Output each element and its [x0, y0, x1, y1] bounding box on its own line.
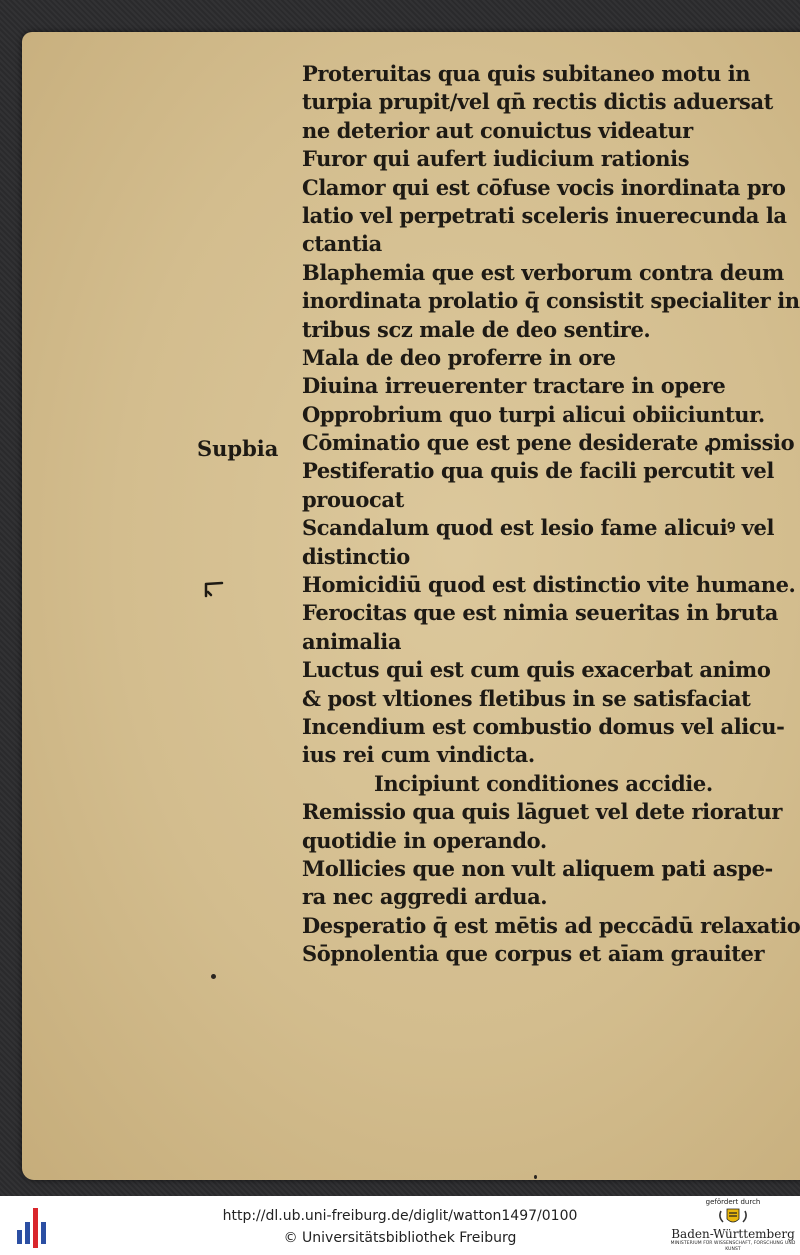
sponsor-name: Baden-Württemberg	[671, 1227, 795, 1241]
text-line: Ferocitas que est nimia seueritas in bruta	[302, 600, 778, 626]
text-line: Blaphemia que est verborum contra deum	[302, 259, 784, 285]
text-line: quotidie in operando.	[302, 827, 547, 853]
text-line: ctantia	[302, 231, 382, 257]
text-line: Scandalum quod est lesio fame alicuiꝰ vel	[302, 515, 775, 541]
text-line: Proteruitas qua quis subitaneo motu in	[302, 61, 751, 86]
text-line: Desperatio q̄ est mētis ad peccādū relaxatio	[302, 912, 800, 938]
manuscript-page	[22, 32, 800, 1180]
text-line: tribus scz male de deo sentire.	[302, 316, 651, 342]
text-line: ra nec aggredi ardua.	[302, 884, 548, 910]
copyright-text: © Universitätsbibliothek Freiburg	[283, 1230, 517, 1246]
margin-note: Supbia	[197, 436, 279, 461]
text-line: Cōminatio que est pene desiderate ꝓmissio	[302, 430, 795, 456]
text-line: animalia	[302, 628, 402, 654]
page-url-link[interactable]: http://dl.ub.uni-freiburg.de/diglit/watton1497/0100	[222, 1208, 578, 1224]
text-line: distinctio	[302, 543, 410, 569]
text-line: Incendium est combustio domus vel alicu-	[302, 713, 785, 739]
text-line: Clamor qui est cōfuse vocis inordinata pro	[302, 174, 786, 200]
text-line: Luctus qui est cum quis exacerbat animo	[302, 657, 771, 683]
text-line: Mala de deo proferre in ore	[302, 344, 616, 370]
text-column	[302, 60, 800, 969]
bracket-mark-icon	[202, 580, 228, 600]
text-line: Sōpnolentia que corpus et aīam grauiter	[302, 941, 765, 967]
text-line: inordinata prolatio q̄ consistit specialiter in	[302, 288, 800, 314]
ink-speck	[211, 974, 216, 979]
text-line: latio vel perpetrati sceleris inuerecunda la	[302, 202, 787, 228]
sponsor-ministry: MINISTERIUM FÜR WISSENSCHAFT, FORSCHUNG UND KUNST	[670, 1241, 796, 1252]
text-line: Remissio qua quis lāguet vel dete rioratur	[302, 799, 783, 825]
ink-speck	[534, 1175, 537, 1179]
coat-of-arms-icon	[713, 1207, 753, 1227]
text-line: prouocat	[302, 486, 404, 512]
sponsor-logo	[670, 1198, 796, 1254]
text-line: Pestiferatio qua quis de facili percutit vel	[302, 458, 774, 484]
text-line: Mollicies que non vult aliquem pati aspe-	[302, 855, 773, 881]
footer-bar	[0, 1196, 800, 1255]
text-line: turpia prupit/vel qn̄ rectis dictis aduersat	[302, 89, 773, 115]
text-line: Diuina irreuerenter tractare in opere	[302, 373, 726, 399]
text-line: Homicidiū quod est distinctio vite humane.	[302, 572, 796, 598]
text-line: Furor qui aufert iudicium rationis	[302, 146, 690, 172]
section-heading: Incipiunt conditiones accidie.	[374, 770, 713, 796]
text-line: ius rei cum vindicta.	[302, 742, 535, 768]
text-line: ne deterior aut conuictus videatur	[302, 117, 693, 143]
sponsor-caption: gefördert durch	[705, 1198, 761, 1206]
text-line: Opprobrium quo turpi alicui obiiciuntur.	[302, 401, 765, 427]
text-line: & post vltiones fletibus in se satisfaciat	[302, 685, 751, 711]
